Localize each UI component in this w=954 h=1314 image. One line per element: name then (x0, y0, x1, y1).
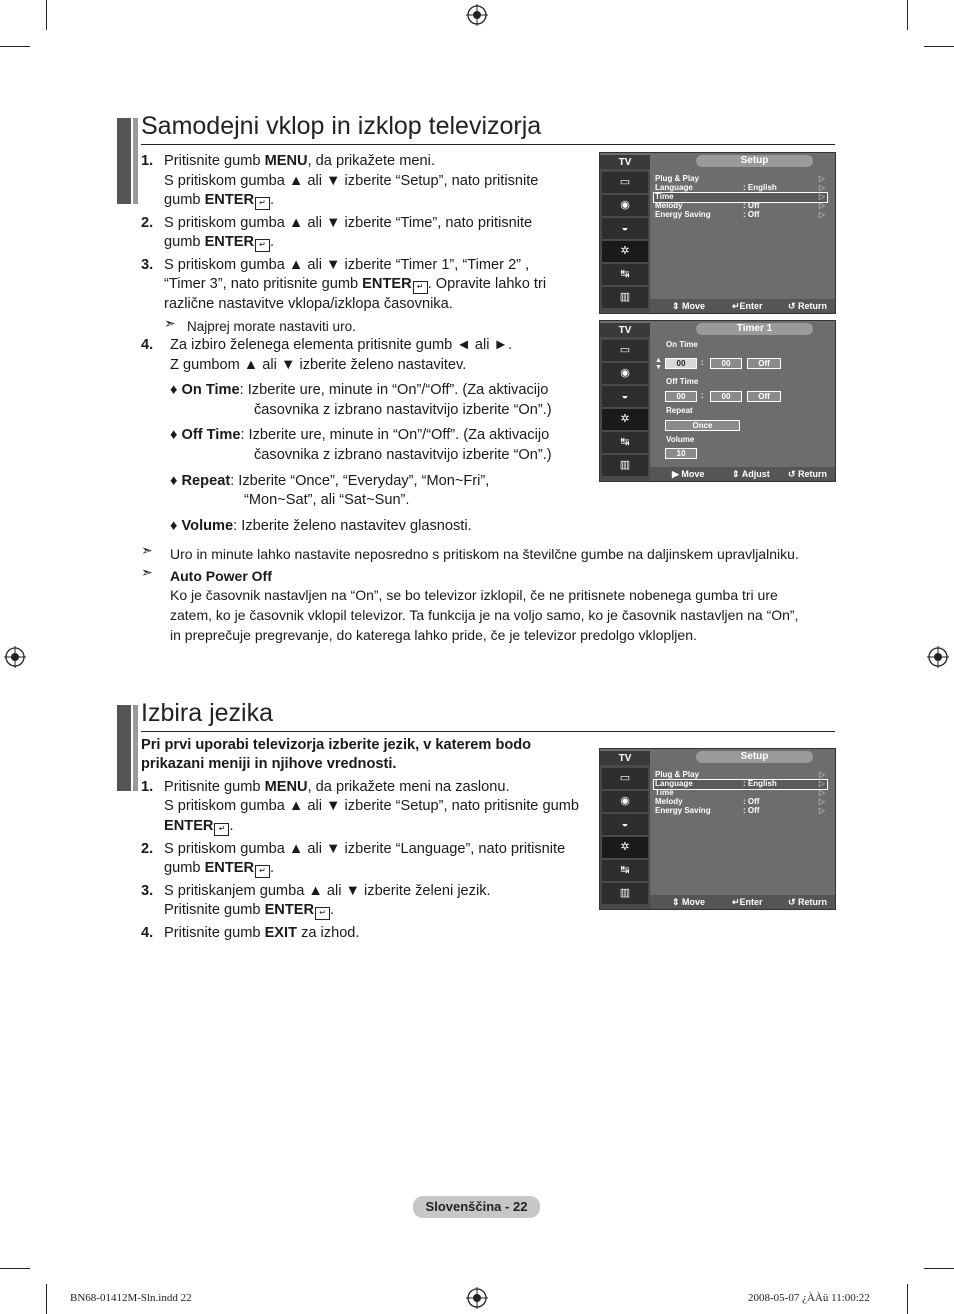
volume-box[interactable]: 10 (665, 448, 697, 459)
step-number: 1. (141, 153, 154, 169)
step-number: 2. (141, 841, 154, 857)
note-text: zatem, ko je časovnik vklopil televizor. Ta funkcija je na voljo samo, ko je časovnik nastavljen na “On”, (170, 607, 799, 623)
step-line: gumb ENTER ↵ . (164, 192, 275, 208)
repeat-label: Repeat (666, 406, 693, 415)
off-status-box[interactable]: Off (747, 391, 781, 402)
osd-title: Setup (696, 751, 813, 763)
chevron-right-icon: ▷ (818, 806, 825, 815)
chevron-right-icon: ▷ (818, 779, 825, 788)
enter-icon: ↵ (255, 865, 270, 878)
sound-icon: ◉ (602, 195, 648, 216)
chevron-right-icon: ▷ (818, 201, 825, 210)
note-title: Auto Power Off (170, 568, 272, 584)
intro-text: prikazani meniji in njihove vrednosti. (141, 756, 397, 772)
bullet-line: “Mon~Sat”, ali “Sat~Sun”. (244, 492, 410, 508)
picture-icon: ▭ (602, 340, 648, 361)
step-number: 1. (141, 779, 154, 795)
step-line: različne nastavitve vklopa/izklopa časovnika. (164, 296, 453, 312)
section-rule (141, 731, 835, 732)
registration-mark-icon (927, 646, 949, 668)
footer-file: BN68-01412M-Sln.indd 22 (70, 1292, 192, 1304)
crop-mark (0, 1268, 30, 1269)
note-arrow-icon: ➣ (141, 542, 153, 558)
tv-label: TV (600, 323, 650, 339)
up-down-icon: ▲ ▼ (655, 357, 662, 371)
step-line: Pritisnite gumb MENU, da prikažete meni. (164, 153, 435, 169)
step-line: Pritisnite gumb EXIT za izhod. (164, 925, 360, 941)
colon: : (701, 358, 704, 367)
channel-icon: ◒ (602, 814, 648, 835)
input-icon: ↹ (602, 432, 648, 453)
osd-row-label: Melody (655, 797, 683, 806)
step-line: Z gumbom ▲ ali ▼ izberite želeno nastavitev. (170, 357, 467, 373)
step-number: 4. (141, 337, 154, 353)
osd-row-label: Plug & Play (655, 770, 700, 779)
osd-setup-menu (599, 152, 836, 314)
osd-timer-menu (599, 320, 836, 482)
osd-row-value: : Off (743, 797, 760, 806)
enter-icon: ↵ (255, 197, 270, 210)
return-hint: ↺ Return (788, 469, 828, 479)
osd-main (650, 169, 835, 299)
osd-row-label: Melody (655, 201, 683, 210)
step-number: 3. (141, 883, 154, 899)
application-icon: ▥ (602, 883, 648, 904)
tv-label: TV (600, 155, 650, 171)
crop-mark (0, 46, 30, 47)
chevron-right-icon: ▷ (818, 183, 825, 192)
step-line: Za izbiro želenega elementa pritisnite gumb ◄ ali ►. (170, 337, 513, 353)
step-line: gumb ENTER ↵ . (164, 860, 275, 876)
on-minute-box[interactable]: 00 (710, 358, 742, 369)
osd-main (650, 337, 835, 467)
chevron-right-icon: ▷ (818, 174, 825, 183)
osd-row-label: Language (655, 183, 693, 192)
enter-icon: ↵ (413, 281, 428, 294)
step-line: Pritisnite gumb ENTER ↵ . (164, 902, 335, 918)
step-line: S pritiskanjem gumba ▲ ali ▼ izberite želeni jezik. (164, 883, 491, 899)
enter-icon: ↵ (315, 907, 330, 920)
enter-icon: ↵ (214, 823, 229, 836)
note-text: Ko je časovnik nastavljen na “On”, se bo televizor izklopil, če ne pritisnete nobenega gumba tri ure (170, 587, 778, 603)
colon: : (701, 391, 704, 400)
setup-icon: ✲ (602, 837, 648, 858)
osd-row-label: Plug & Play (655, 174, 700, 183)
channel-icon: ◒ (602, 386, 648, 407)
step-line: S pritiskom gumba ▲ ali ▼ izberite “Time”, nato pritisnite (164, 215, 533, 231)
step-line: ENTER ↵ . (164, 818, 234, 834)
step-number: 4. (141, 925, 154, 941)
sound-icon: ◉ (602, 791, 648, 812)
crop-mark (46, 1284, 47, 1314)
sound-icon: ◉ (602, 363, 648, 384)
chevron-right-icon: ▷ (818, 770, 825, 779)
osd-row-value: : English (743, 183, 777, 192)
chevron-right-icon: ▷ (818, 788, 825, 797)
osd-title: Timer 1 (696, 323, 813, 335)
step-number: 2. (141, 215, 154, 231)
section-title: Izbira jezika (141, 699, 273, 727)
osd-row-value: : Off (743, 210, 760, 219)
picture-icon: ▭ (602, 768, 648, 789)
note-text: Najprej morate nastaviti uro. (187, 319, 356, 334)
osd-footer (650, 299, 835, 313)
footer-timestamp: 2008-05-07 ¿ÀÀü 11:00:22 (748, 1292, 870, 1304)
intro-text: Pri prvi uporabi televizorja izberite jezik, v katerem bodo (141, 737, 532, 753)
note-text: Uro in minute lahko nastavite neposredno s pritiskom na številčne gumbe na daljinskem upravljalniku. (170, 546, 799, 562)
osd-row-value: : English (743, 779, 777, 788)
setup-icon: ✲ (602, 409, 648, 430)
channel-icon: ◒ (602, 218, 648, 239)
application-icon: ▥ (602, 455, 648, 476)
off-time-label: Off Time (666, 377, 699, 386)
osd-row-value: : Off (743, 806, 760, 815)
osd-footer (650, 895, 835, 909)
page-label: Slovenščina - 22 (413, 1196, 540, 1218)
osd-row-label: Energy Saving (655, 806, 711, 815)
section-bar (133, 118, 138, 204)
return-hint: ↺ Return (788, 301, 828, 311)
enter-hint: ↵Enter (732, 301, 763, 311)
registration-mark-icon (466, 1287, 488, 1309)
chevron-right-icon: ▷ (818, 210, 825, 219)
bullet-item: ♦ Off Time: Izberite ure, minute in “On”/“Off”. (Za aktivacijo (170, 427, 550, 443)
bullet-item: ♦ Repeat: Izberite “Once”, “Everyday”, “Mon~Fri”, (170, 473, 490, 489)
bullet-line: časovnika z izbrano nastavitvijo izberite “On”.) (254, 447, 552, 463)
note-text: in preprečuje pregrevanje, do katerega lahko pride, če je televizor predolgo vklopljen. (170, 627, 697, 643)
step-number: 3. (141, 257, 154, 273)
enter-hint: ↵Enter (732, 897, 763, 907)
osd-row-label: Time (655, 788, 674, 797)
move-hint: ⇕ Move (672, 897, 706, 907)
chevron-right-icon: ▷ (818, 797, 825, 806)
section-bar (133, 705, 138, 791)
osd-row-label: Time (655, 192, 674, 201)
osd-row-label: Language (655, 779, 693, 788)
section-bar (117, 705, 131, 791)
volume-label: Volume (666, 435, 695, 444)
off-minute-box[interactable]: 00 (710, 391, 742, 402)
registration-mark-icon (4, 646, 26, 668)
osd-main (650, 765, 835, 895)
osd-row-value: : Off (743, 201, 760, 210)
application-icon: ▥ (602, 287, 648, 308)
enter-icon: ↵ (255, 239, 270, 252)
osd-sidebar (600, 337, 650, 481)
osd-sidebar (600, 765, 650, 909)
section-bar (117, 118, 131, 204)
osd-title: Setup (696, 155, 813, 167)
return-hint: ↺ Return (788, 897, 828, 907)
step-line: S pritiskom gumba ▲ ali ▼ izberite “Timer 1”, “Timer 2” , (164, 257, 530, 273)
crop-mark (46, 0, 47, 30)
note-arrow-icon: ➣ (164, 315, 176, 331)
on-time-label: On Time (666, 340, 698, 349)
registration-mark-icon (466, 4, 488, 26)
step-line: “Timer 3”, nato pritisnite gumb ENTER ↵ . Opravite lahko tri (164, 276, 547, 292)
picture-icon: ▭ (602, 172, 648, 193)
step-line: S pritiskom gumba ▲ ali ▼ izberite “Setup”, nato pritisnite (164, 173, 539, 189)
step-line: S pritiskom gumba ▲ ali ▼ izberite “Setup”, nato pritisnite gumb (164, 798, 579, 814)
move-hint: ▶ Move (672, 469, 705, 479)
step-line: gumb ENTER ↵ . (164, 234, 275, 250)
section-rule (141, 144, 835, 145)
tv-label: TV (600, 751, 650, 767)
crop-mark (924, 46, 954, 47)
input-icon: ↹ (602, 860, 648, 881)
note-arrow-icon: ➣ (141, 564, 153, 580)
osd-sidebar (600, 169, 650, 313)
on-status-box[interactable]: Off (747, 358, 781, 369)
chevron-right-icon: ▷ (818, 192, 825, 201)
off-hour-box[interactable]: 00 (665, 391, 697, 402)
bullet-item: ♦ On Time: Izberite ure, minute in “On”/“Off”. (Za aktivacijo (170, 382, 549, 398)
repeat-box[interactable]: Once (665, 420, 740, 431)
bullet-item: ♦ Volume: Izberite želeno nastavitev glasnosti. (170, 518, 472, 534)
setup-icon: ✲ (602, 241, 648, 262)
osd-language-menu (599, 748, 836, 910)
osd-row-label: Energy Saving (655, 210, 711, 219)
input-icon: ↹ (602, 264, 648, 285)
crop-mark (924, 1268, 954, 1269)
crop-mark (907, 0, 908, 30)
section-title: Samodejni vklop in izklop televizorja (141, 112, 542, 140)
adjust-hint: ⇕ Adjust (732, 469, 770, 479)
on-hour-box[interactable]: 00 (665, 358, 697, 369)
move-hint: ⇕ Move (672, 301, 706, 311)
bullet-line: časovnika z izbrano nastavitvijo izberite “On”.) (254, 402, 552, 418)
step-line: Pritisnite gumb MENU, da prikažete meni na zaslonu. (164, 779, 510, 795)
crop-mark (907, 1284, 908, 1314)
osd-footer (650, 467, 835, 481)
step-line: S pritiskom gumba ▲ ali ▼ izberite “Language”, nato pritisnite (164, 841, 566, 857)
